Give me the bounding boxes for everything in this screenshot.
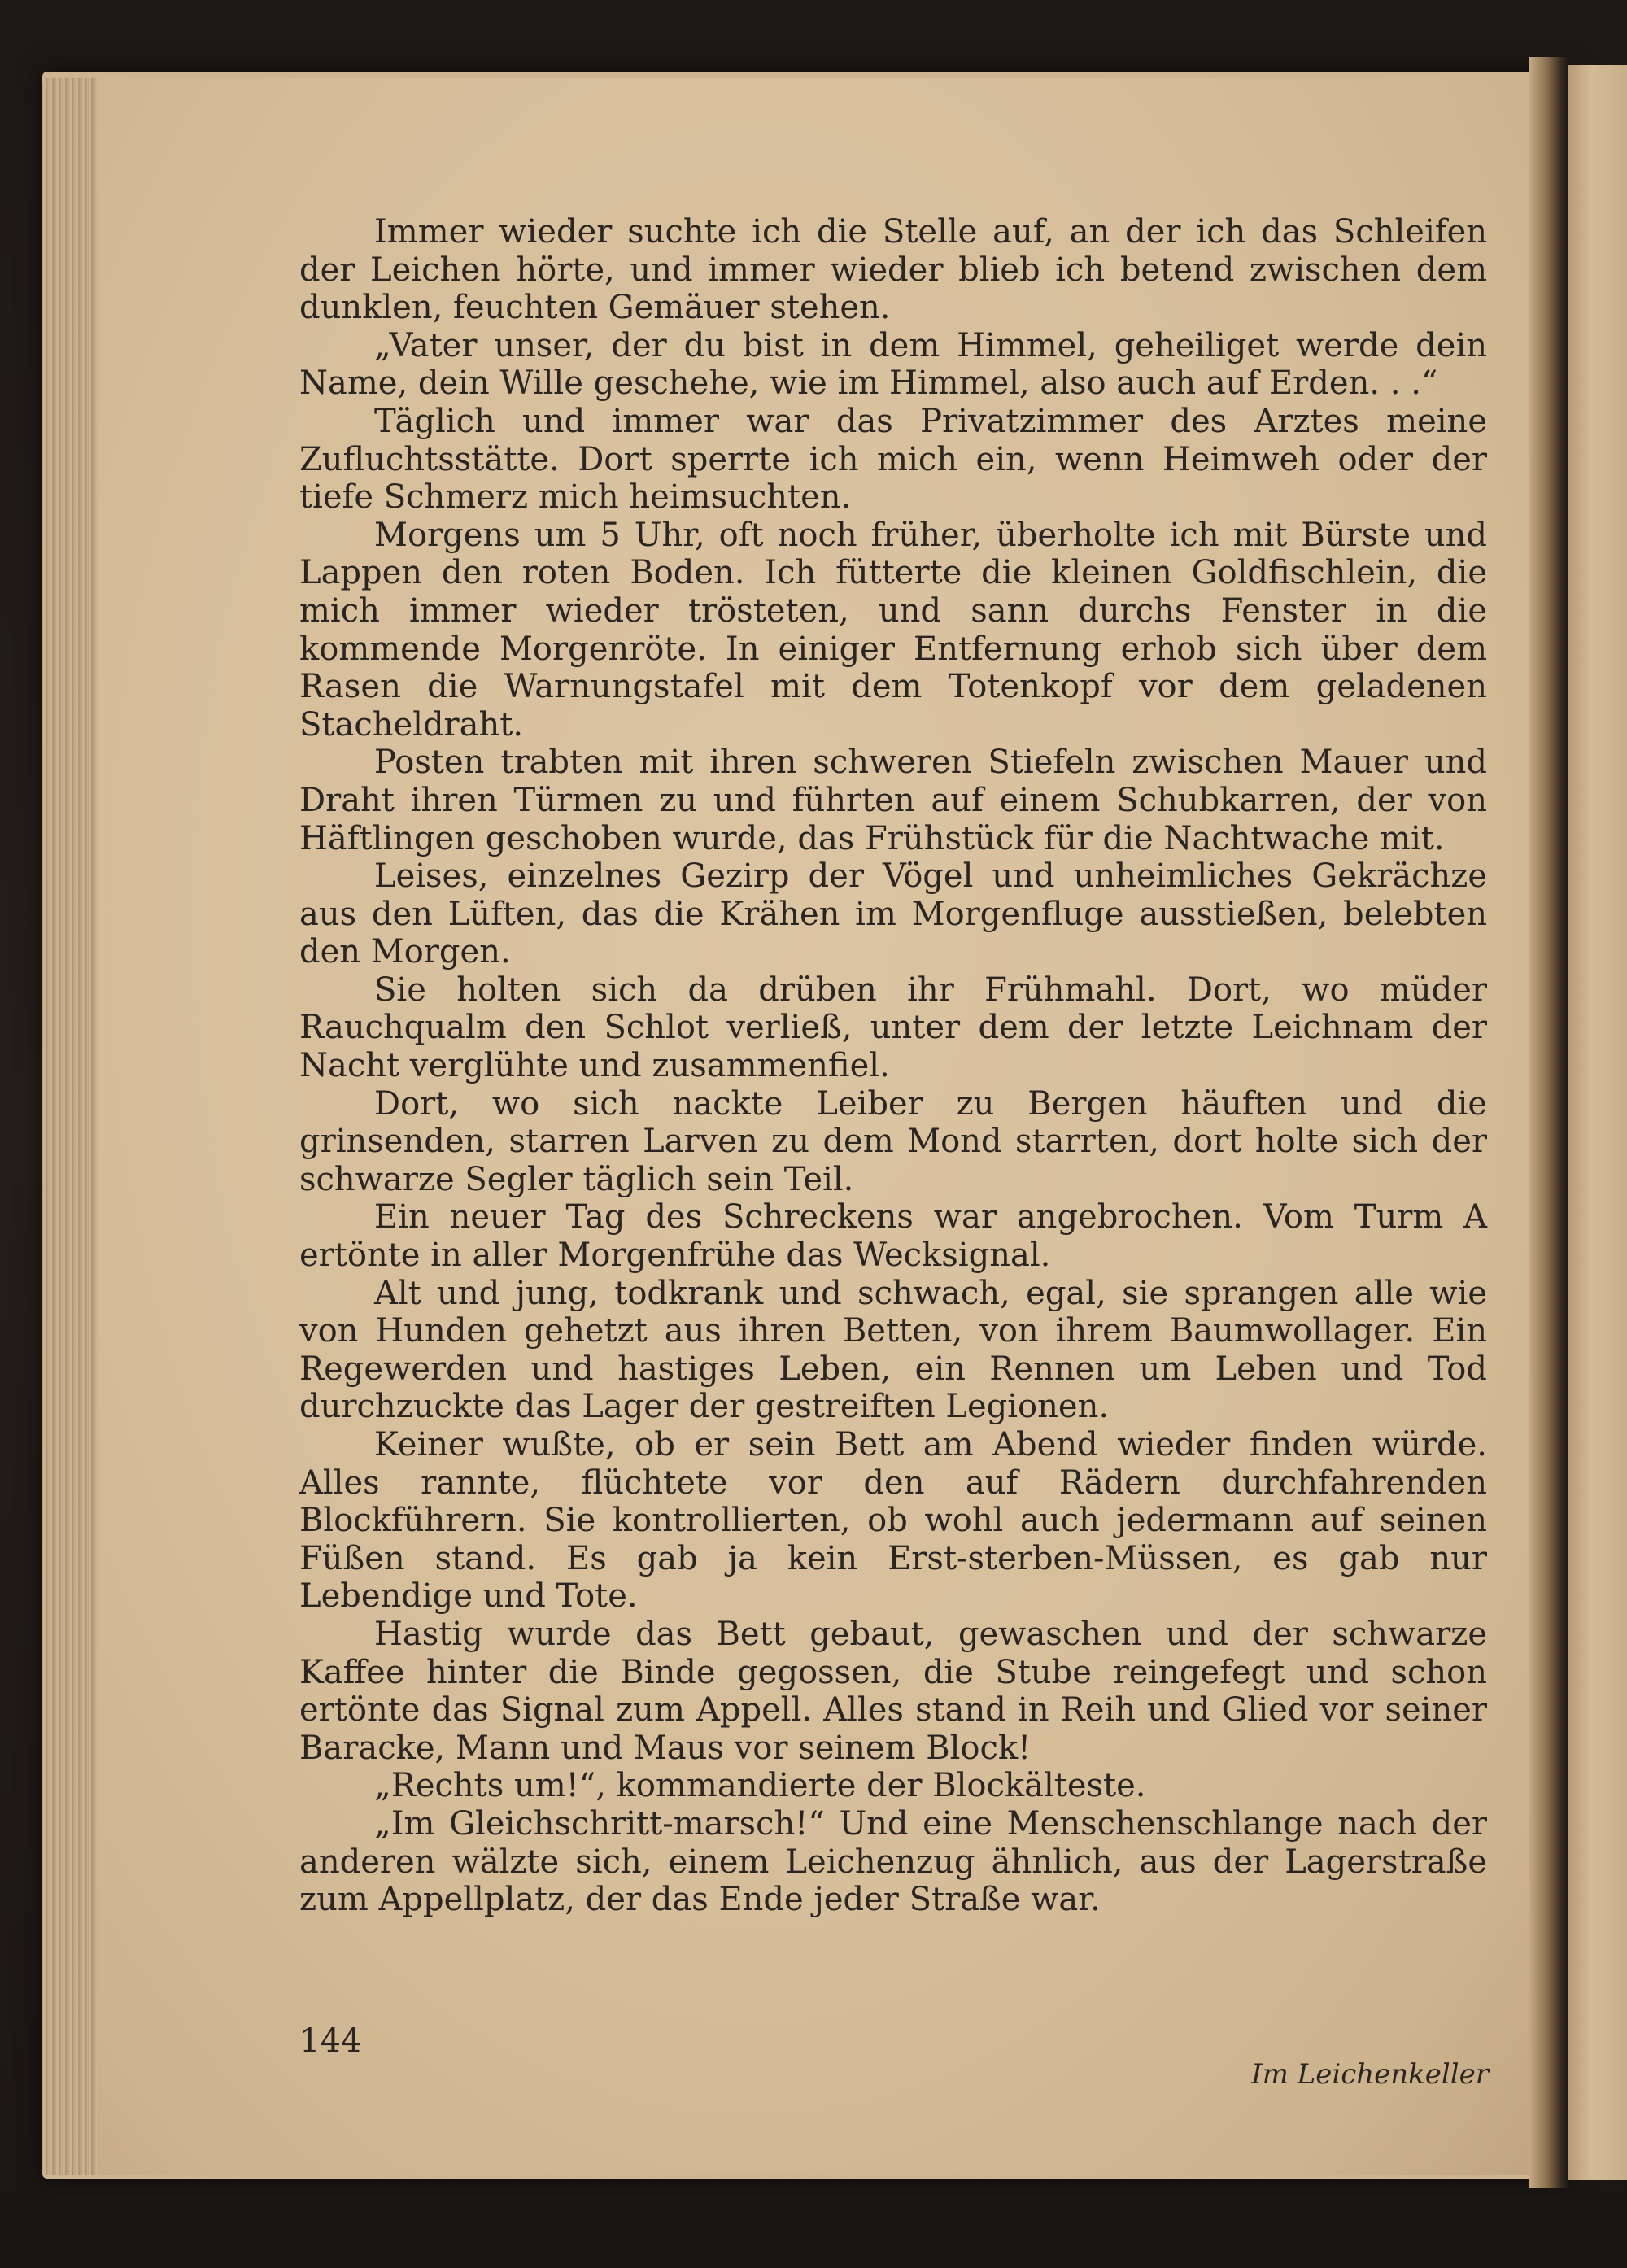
paragraph: Alt und jung, todkrank und schwach, egal, sie sprangen alle wie von Hunden gehetzt aus ihren Betten, von ihrem Baumwollager. Ein Regewerden und hastiges Leben, ein Rennen um Leben und Tod durchzuckte das Lager der gestreiften Legionen. [299,1274,1487,1426]
paragraph: Leises, einzelnes Gezirp der Vögel und unheimliches Gekrächze aus den Lüften, das die Krähen im Morgenfluge ausstießen, belebten den Morgen. [299,857,1487,971]
book-gutter [1529,57,1568,2188]
paragraph: Ein neuer Tag des Schreckens war angebrochen. Vom Turm A ertönte in aller Morgenfrühe das Wecksignal. [299,1198,1487,1275]
body-text [299,213,1487,1919]
paragraph: Dort, wo sich nackte Leiber zu Bergen häuften und die grinsenden, starren Larven zu dem Mond starrten, dort holte sich der schwarze Segler täglich sein Teil. [299,1084,1487,1198]
paragraph: Immer wieder suchte ich die Stelle auf, an der ich das Schleifen der Leichen hörte, und immer wieder blieb ich betend zwischen dem dunklen, feuchten Gemäuer stehen. [299,213,1487,327]
page-number: 144 [299,2022,362,2060]
paragraph: Morgens um 5 Uhr, oft noch früher, überholte ich mit Bürste und Lappen den roten Boden. Ich fütterte die kleinen Goldfischlein, die mich immer wieder trösteten, und sann durchs Fenster in die kommende Morgenröte. In einiger Entfernung erhob sich über dem Rasen die Warnungstafel mit dem Totenkopf vor dem geladenen Stacheldraht. [299,516,1487,744]
paragraph: „Rechts um!“, kommandierte der Blockälteste. [374,1767,1146,1805]
facing-page-edge [1568,65,1627,2180]
running-footer: Im Leichenkeller [1251,2058,1489,2091]
paragraph: Keiner wußte, ob er sein Bett am Abend wieder finden würde. Alles rannte, flüchtete vor den auf Rädern durchfahrenden Blockführern. Sie kontrollierten, ob wohl auch jedermann auf seinen Füßen stand. Es gab ja kein Erst-sterben-Müssen, es gab nur Lebendige und Tote. [299,1426,1487,1616]
paragraph: Täglich und immer war das Privatzimmer des Arztes meine Zufluchtsstätte. Dort sperrte ich mich ein, wenn Heimweh oder der tiefe Schmerz mich heimsuchten. [299,402,1487,517]
paragraph: „Im Gleichschritt-marsch!“ Und eine Menschenschlange nach der anderen wälzte sich, einem Leichenzug ähnlich, aus der Lagerstraße zum Appellplatz, der das Ende jeder Straße war. [299,1804,1487,1919]
paragraph: Posten trabten mit ihren schweren Stiefeln zwischen Mauer und Draht ihren Türmen zu und führten auf einem Schubkarren, der von Häftlingen geschoben wurde, das Frühstück für die Nachtwache mit. [299,744,1487,857]
paragraph: Sie holten sich da drüben ihr Frühmahl. Dort, wo müder Rauchqualm den Schlot verließ, unter dem der letzte Leichnam der Nacht verglühte und zusammenfiel. [299,970,1487,1085]
paragraph: „Vater unser, der du bist in dem Himmel, geheiliget werde dein Name, dein Wille geschehe, wie im Himmel, also auch auf Erden. . .“ [299,326,1487,403]
paragraph: Hastig wurde das Bett gebaut, gewaschen und der schwarze Kaffee hinter die Binde gegossen, die Stube reingefegt und schon ertönte das Signal zum Appell. Alles stand in Reih und Glied vor seiner Baracke, Mann und Maus vor seinem Block! [299,1615,1487,1767]
